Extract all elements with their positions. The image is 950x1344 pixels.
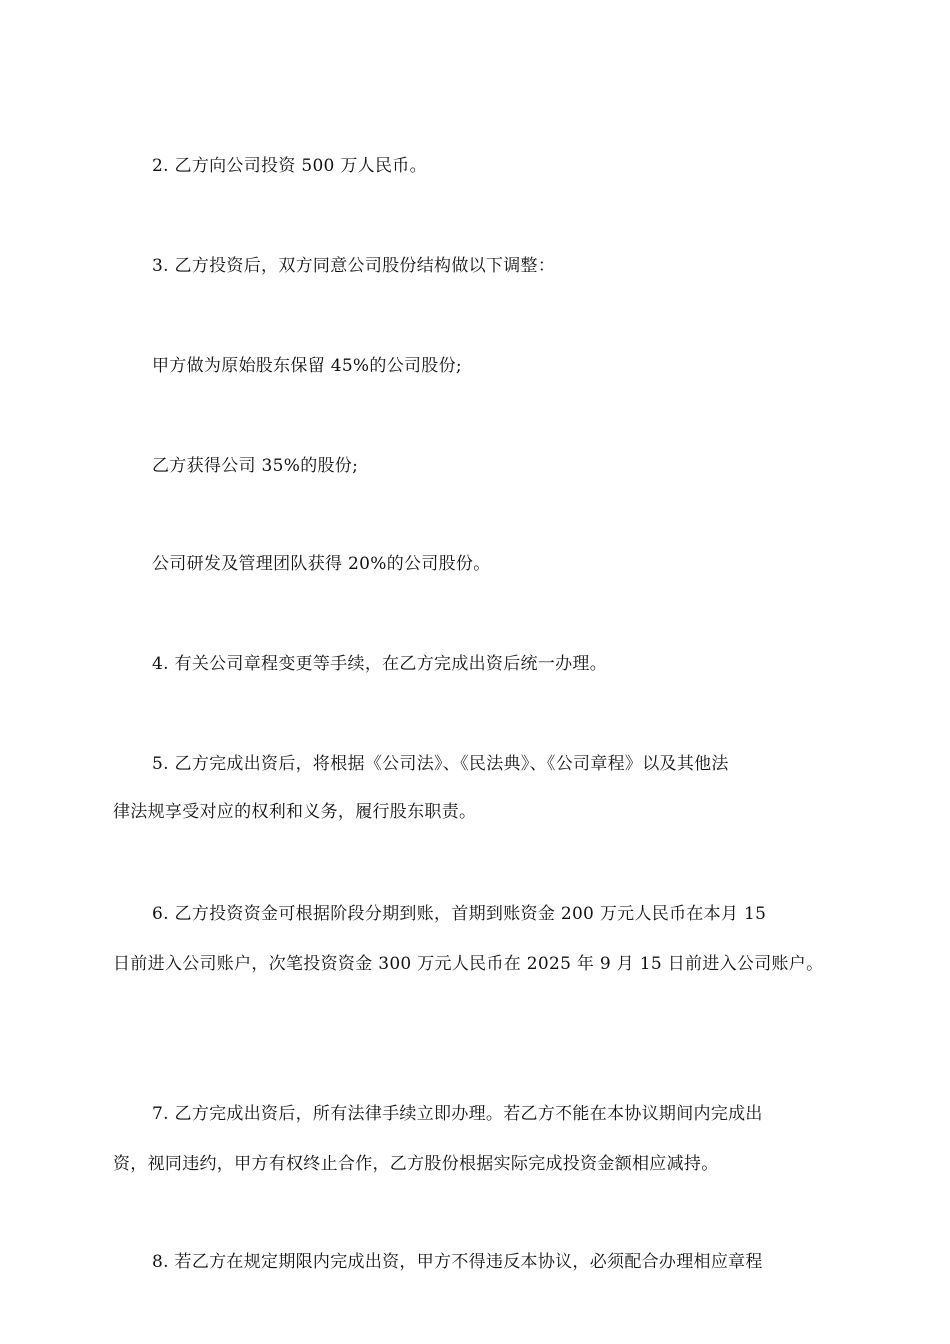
shareholding-team: 公司研发及管理团队获得 20%的公司股份。	[152, 554, 491, 574]
shareholding-party-a: 甲方做为原始股东保留 45%的公司股份;	[152, 356, 462, 376]
clause-5-line-2: 律法规享受对应的权利和义务，履行股东职责。	[113, 802, 477, 822]
clause-6-line-2: 日前进入公司账户，次笔投资资金 300 万元人民币在 2025 年 9 月 15 日前进入公司账户。	[113, 954, 824, 974]
clause-6-line-1: 6. 乙方投资资金可根据阶段分期到账，首期到账资金 200 万元人民币在本月 15	[152, 904, 767, 924]
clause-5-line-1: 5. 乙方完成出资后，将根据《公司法》、《民法典》、《公司章程》以及其他法	[152, 754, 729, 774]
shareholding-party-b: 乙方获得公司 35%的股份;	[152, 456, 359, 476]
clause-4-line-1: 4. 有关公司章程变更等手续，在乙方完成出资后统一办理。	[152, 654, 608, 674]
clause-3-line-1: 3. 乙方投资后，双方同意公司股份结构做以下调整：	[152, 256, 556, 276]
clause-7-line-1: 7. 乙方完成出资后，所有法律手续立即办理。若乙方不能在本协议期间内完成出	[152, 1104, 763, 1124]
clause-2-line-1: 2. 乙方向公司投资 500 万人民币。	[152, 156, 427, 176]
clause-7-line-2: 资，视同违约，甲方有权终止合作，乙方股份根据实际完成投资金额相应减持。	[113, 1154, 719, 1174]
clause-8-line-1: 8. 若乙方在规定期限内完成出资，甲方不得违反本协议，必须配合办理相应章程	[152, 1252, 763, 1272]
